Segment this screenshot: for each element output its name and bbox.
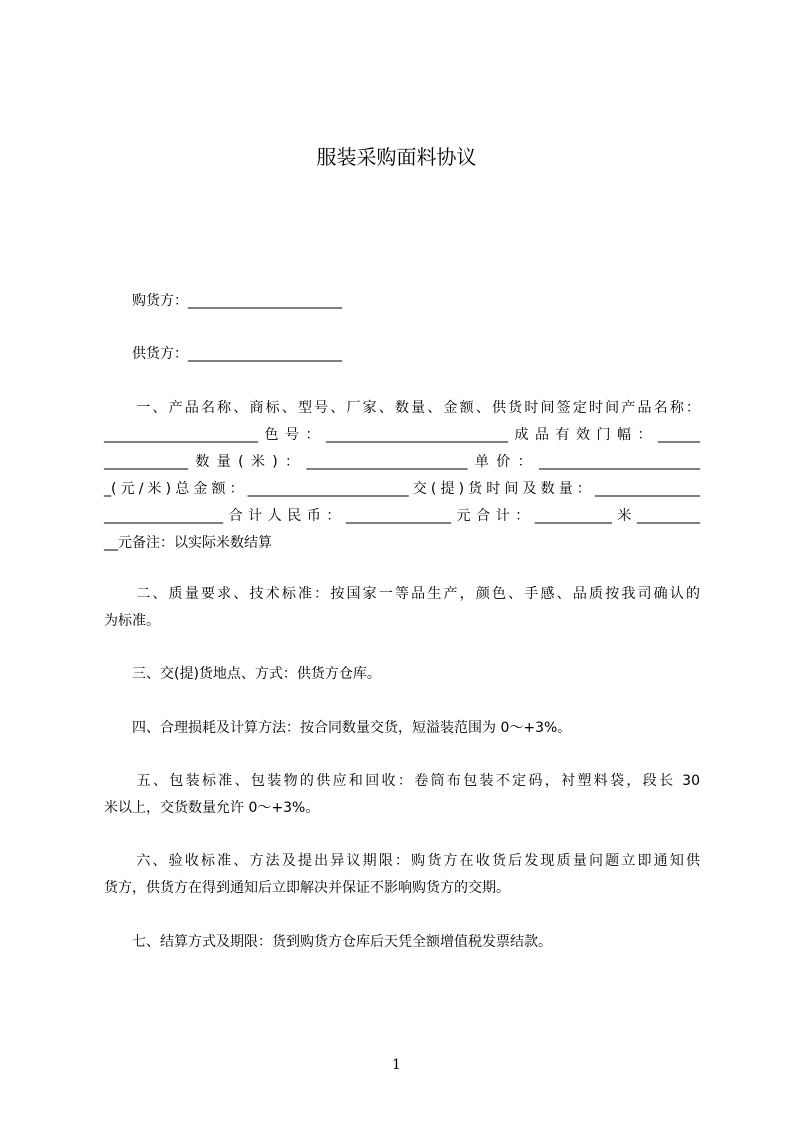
- clause2-line: 为标准。: [104, 613, 160, 629]
- clause1-line: __元备注：以实际米数结算: [104, 535, 272, 551]
- clause4: 四、合理损耗及计算方法：按合同数量交货，短溢装范围为 0～+3%。: [104, 720, 572, 736]
- clause6-line: 六、验收标准、方法及提出异议期限：购货方在收货后发现质量问题立即通知供: [104, 853, 700, 869]
- page-title: 服装采购面料协议: [316, 145, 477, 169]
- clause3: 三、交(提)货地点、方式：供货方仓库。: [104, 666, 381, 682]
- buyer-line: 购货方：______________________: [104, 293, 342, 309]
- clause5-line: 米以上，交货数量允许 0～+3%。: [104, 800, 320, 816]
- clause6-line: 货方，供货方在得到通知后立即解决并保证不影响购货方的交期。: [104, 880, 510, 896]
- clause7: 七、结算方式及期限：货到购货方仓库后天凭全额增值税发票结款。: [104, 934, 552, 950]
- clause1-line: ______________________色号：__________________________成品有效门幅：______: [104, 427, 700, 443]
- clause2-line: 二、质量要求、技术标准：按国家一等品生产，颜色、手感、品质按我司确认的: [104, 586, 700, 602]
- clause1-line: ____________数量(米)：_______________________单价：_______________________: [104, 454, 700, 470]
- clause1-line: _________________合计人民币：_______________元合计：___________米_________: [104, 508, 700, 524]
- supplier-line: 供货方：______________________: [104, 346, 342, 362]
- clause1-line: _(元/米)总金额：_______________________交(提)货时间及数量：_______________: [104, 481, 700, 497]
- clause1-line: 一、产品名称、商标、型号、厂家、数量、金额、供货时间签定时间产品名称：: [104, 400, 700, 416]
- clause5-line: 五、包装标准、包装物的供应和回收：卷筒布包装不定码，衬塑料袋，段长 30: [104, 773, 700, 789]
- page-number: 1: [392, 1057, 401, 1073]
